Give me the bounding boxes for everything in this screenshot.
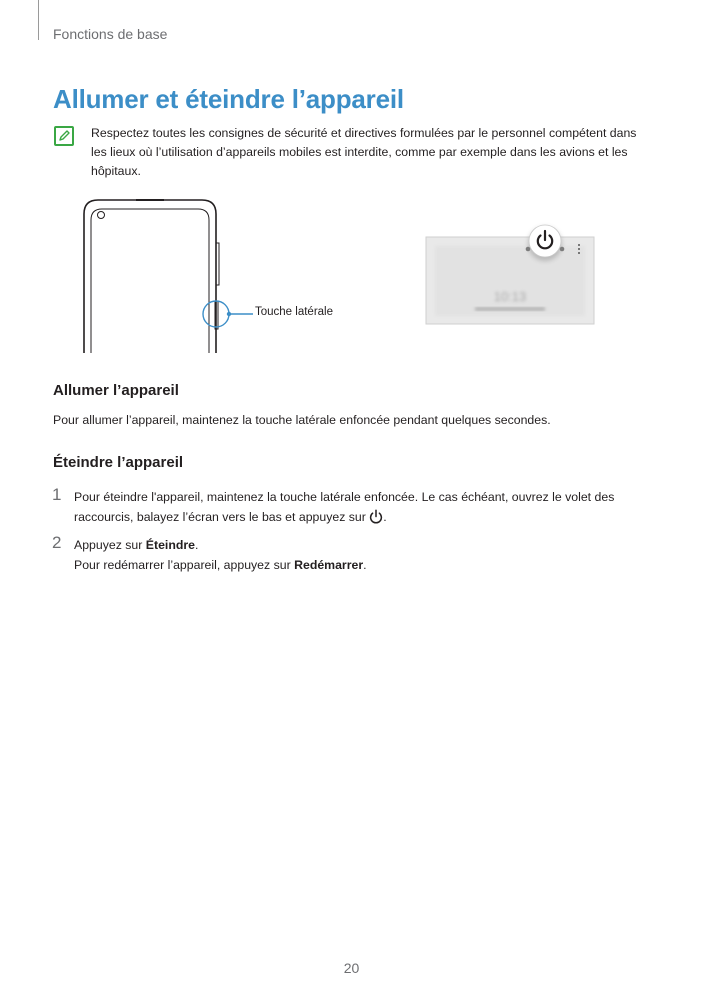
header-rule (38, 0, 39, 40)
power-off-heading: Éteindre l’appareil (53, 454, 184, 471)
step-2-suffix: . (194, 538, 199, 552)
step-2-prefix: Appuyez sur (74, 538, 146, 552)
svg-text:10:13: 10:13 (493, 289, 527, 304)
power-icon (369, 509, 383, 524)
step-number: 1 (52, 485, 62, 504)
section-header: Fonctions de base (53, 26, 168, 42)
power-off-option: Éteindre (145, 538, 195, 552)
side-key-label: Touche latérale (255, 306, 333, 318)
step-2-line (74, 535, 634, 555)
restart-option: Redémarrer (294, 558, 364, 572)
restart-line (74, 555, 634, 575)
note-text: Respectez toutes les consignes de sécurité et directives formulées par le personnel compétent dans les lieux où l’utilisation d’appareils mobiles est interdite, comme par exemple dans les avions et les hôpitaux. (91, 126, 637, 178)
step-2-text (74, 535, 634, 575)
power-on-text: Pour allumer l’appareil, maintenez la touche latérale enfoncée pendant quelques secondes. (53, 413, 551, 427)
phone-illustration (78, 198, 348, 353)
step-1-text (74, 487, 634, 527)
lock-screen-illustration (425, 218, 597, 328)
restart-prefix: Pour redémarrer l’appareil, appuyez sur (74, 558, 295, 572)
page-title: Allumer et éteindre l’appareil (53, 84, 404, 114)
step-1-body: Pour éteindre l'appareil, maintenez la touche latérale enfoncée. Le cas échéant, ouvrez le volet des raccourcis, balayez l’écran vers le bas et appuyez sur (74, 490, 615, 524)
restart-suffix: . (363, 558, 367, 572)
step-number: 2 (52, 533, 62, 552)
step-1-end: . (383, 510, 387, 524)
page-number: 20 (343, 960, 360, 976)
pencil-note-icon (54, 126, 74, 146)
power-on-heading: Allumer l’appareil (53, 382, 179, 399)
